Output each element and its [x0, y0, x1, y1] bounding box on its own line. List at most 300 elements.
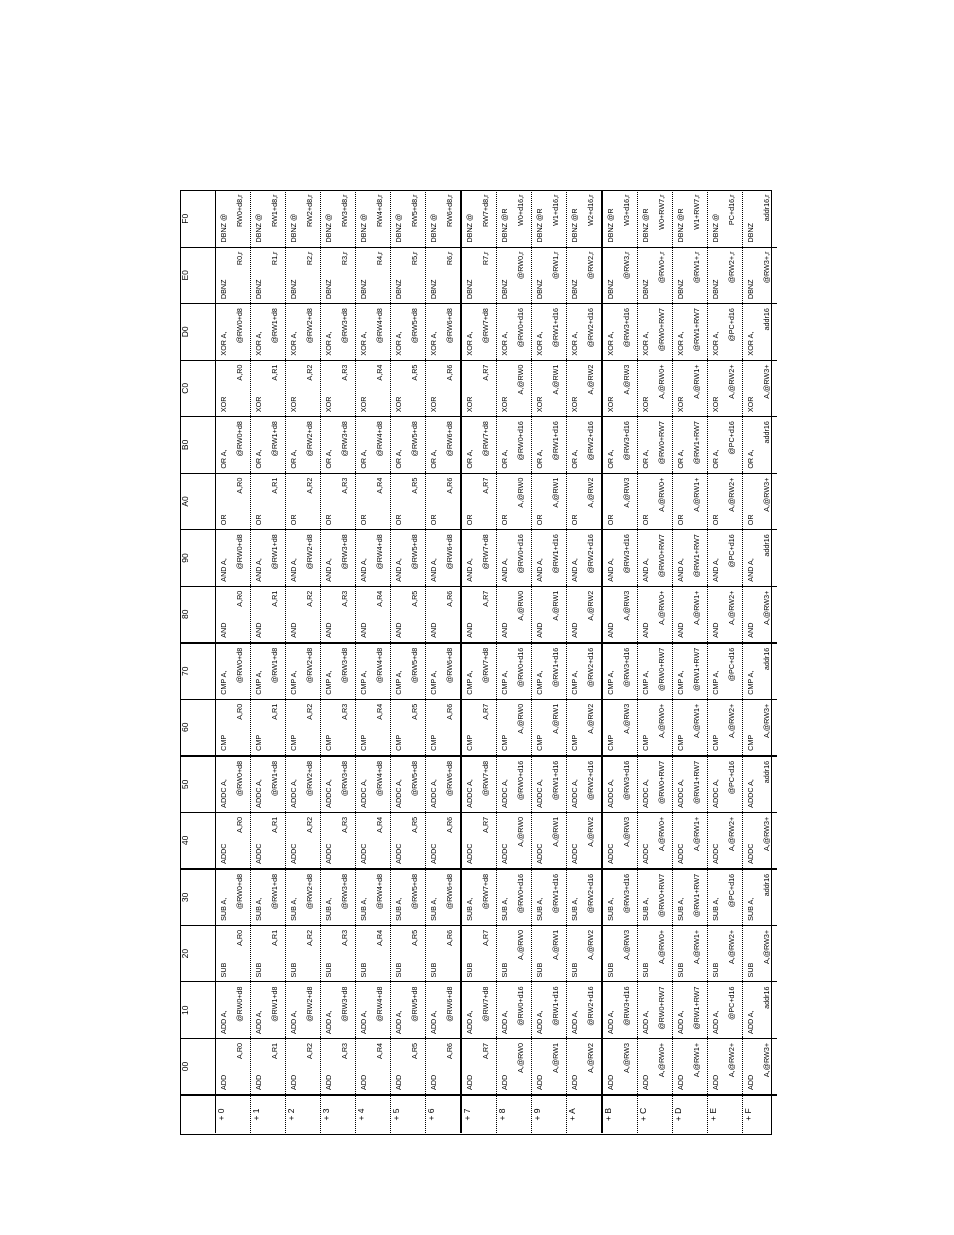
instruction-cell: [708, 191, 743, 248]
mnemonic-text: CMP: [746, 734, 755, 751]
operand-text: @RW0+d16: [516, 421, 525, 461]
operand-text: A,R0: [235, 590, 244, 607]
mnemonic-text: DBNZ @: [711, 213, 720, 243]
mnemonic-text: OR A,: [746, 449, 755, 469]
operand-text: @RW4+d8: [375, 308, 384, 344]
instruction-cell: [461, 360, 497, 417]
instruction-cell: [708, 699, 743, 756]
instruction-cell: [743, 756, 778, 813]
mnemonic-text: XOR: [535, 396, 544, 413]
mnemonic-text: ADD: [394, 1074, 403, 1090]
mnemonic-text: SUB A,: [746, 897, 755, 921]
instruction-cell: [673, 812, 708, 869]
operand-text: @RW7+d8: [481, 873, 490, 910]
instruction-cell: [461, 756, 497, 813]
operand-text: A,@RW0+: [657, 1042, 666, 1078]
mnemonic-text: ADD: [324, 1074, 333, 1090]
mnemonic-text: ADD A,: [606, 1010, 615, 1034]
table-row: [356, 191, 391, 1134]
mnemonic-text: DBNZ @R: [676, 208, 685, 243]
mnemonic-text: AND A,: [746, 558, 755, 582]
mnemonic-text: CMP A,: [465, 670, 474, 695]
operand-text: A,R6: [445, 590, 454, 607]
mnemonic-text: XOR: [359, 396, 368, 413]
mnemonic-text: ADDC: [289, 843, 298, 864]
instruction-cell: [743, 473, 778, 530]
operand-text: A,@RW1+: [692, 364, 701, 399]
operand-text: @RW5+d8: [410, 647, 419, 684]
instruction-cell: [567, 812, 603, 869]
instruction-cell: [286, 473, 321, 530]
operand-text: RW0+d8,r: [235, 194, 244, 227]
operand-text: A,@RW0: [516, 929, 525, 960]
mnemonic-text: ADDC A,: [676, 779, 685, 808]
mnemonic-text: SUB: [219, 962, 228, 978]
mnemonic-text: ADD A,: [289, 1010, 298, 1034]
mnemonic-text: AND: [394, 622, 403, 638]
instruction-cell: [461, 304, 497, 361]
operand-text: @RW1+RW7: [692, 421, 701, 465]
mnemonic-text: OR: [746, 514, 755, 526]
mnemonic-text: SUB: [641, 962, 650, 978]
mnemonic-text: CMP: [289, 734, 298, 751]
mnemonic-text: OR: [359, 514, 368, 526]
mnemonic-text: ADD A,: [254, 1010, 263, 1034]
mnemonic-text: OR: [219, 514, 228, 526]
operand-text: @RW3+d16: [622, 873, 631, 914]
operand-text: A,@RW0+: [657, 477, 666, 512]
mnemonic-text: AND A,: [219, 558, 228, 582]
operand-text: @RW0+d8: [235, 873, 244, 910]
instruction-cell: [216, 869, 251, 926]
instruction-cell: [461, 530, 497, 587]
instruction-cell: [216, 473, 251, 530]
operand-text: @RW1+d8: [270, 308, 279, 344]
operand-text: A,R2: [305, 1042, 314, 1059]
instruction-cell: [708, 1038, 743, 1095]
mnemonic-text: CMP A,: [219, 670, 228, 695]
mnemonic-text: DBNZ: [606, 279, 615, 300]
mnemonic-text: ADD A,: [641, 1010, 650, 1034]
instruction-cell: [638, 643, 673, 700]
instruction-cell: [251, 925, 286, 982]
operand-text: @RW6+d8: [445, 308, 454, 344]
mnemonic-text: AND A,: [500, 558, 509, 582]
mnemonic-text: AND A,: [359, 558, 368, 582]
instruction-cell: [602, 869, 638, 926]
mnemonic-text: ADDC A,: [746, 779, 755, 808]
instruction-cell: [638, 869, 673, 926]
operand-text: W2+d16,r: [586, 194, 595, 226]
table-row: [638, 191, 673, 1134]
mnemonic-text: OR A,: [465, 449, 474, 469]
mnemonic-text: XOR A,: [711, 331, 720, 356]
mnemonic-text: OR: [289, 514, 298, 526]
mnemonic-text: DBNZ @R: [641, 208, 650, 243]
instruction-cell: [532, 247, 567, 304]
operand-text: A,@RW3: [622, 929, 631, 960]
mnemonic-text: ADDC: [324, 843, 333, 864]
operand-text: A,@RW1: [551, 703, 560, 734]
operand-text: @RW5+d8: [410, 986, 419, 1022]
mnemonic-text: AND A,: [394, 558, 403, 582]
operand-text: A,R0: [235, 703, 244, 720]
mnemonic-text: XOR A,: [394, 331, 403, 356]
column-header: 40: [180, 812, 216, 869]
operand-text: @PC+d16: [727, 308, 736, 342]
instruction-cell: [673, 360, 708, 417]
instruction-cell: [743, 304, 778, 361]
instruction-cell: [286, 925, 321, 982]
mnemonic-text: OR A,: [535, 449, 544, 469]
operand-text: A,R3: [340, 703, 349, 720]
instruction-cell: [497, 982, 532, 1039]
mnemonic-text: ADDC A,: [500, 779, 509, 808]
operand-text: A,@RW1: [551, 1042, 560, 1073]
operand-text: addr16: [762, 308, 771, 331]
operand-text: @RW0+d16: [516, 647, 525, 688]
operand-text: @RW0+d8: [235, 308, 244, 344]
instruction-cell: [216, 812, 251, 869]
operand-text: A,@RW1+: [692, 929, 701, 965]
operand-text: @RW2+d16: [586, 647, 595, 688]
row-header: + 1: [251, 1095, 286, 1133]
column-header: 30: [180, 869, 216, 926]
operand-text: A,R2: [305, 477, 314, 494]
operand-text: @RW2+d8: [305, 421, 314, 457]
operand-text: @RW3,r: [622, 251, 631, 280]
mnemonic-text: DBNZ: [535, 279, 544, 300]
mnemonic-text: AND A,: [324, 558, 333, 582]
instruction-cell: [391, 304, 426, 361]
instruction-cell: [743, 586, 778, 643]
mnemonic-text: ADDC: [711, 843, 720, 864]
operand-text: A,@RW2: [586, 590, 595, 621]
operand-text: addr16: [762, 534, 771, 557]
mnemonic-text: DBNZ: [359, 279, 368, 300]
mnemonic-text: CMP: [394, 734, 403, 751]
operand-text: A,@RW1+: [692, 477, 701, 512]
operand-text: @RW2+d8: [305, 308, 314, 344]
operand-text: A,@RW3: [622, 1042, 631, 1073]
mnemonic-text: XOR A,: [429, 331, 438, 356]
instruction-cell: [251, 304, 286, 361]
instruction-cell: [743, 530, 778, 587]
instruction-cell: [532, 869, 567, 926]
operand-text: @RW6+d8: [445, 647, 454, 684]
instruction-cell: [602, 586, 638, 643]
instruction-cell: [356, 473, 391, 530]
operand-text: @RW0+d8: [235, 647, 244, 684]
mnemonic-text: ADDC A,: [289, 779, 298, 808]
mnemonic-text: ADD: [359, 1074, 368, 1090]
operand-text: W1+d16,r: [551, 194, 560, 226]
mnemonic-text: XOR: [254, 396, 263, 413]
operand-text: A,@RW1+: [692, 590, 701, 625]
instruction-cell: [216, 586, 251, 643]
operand-text: A,R4: [375, 929, 384, 946]
operand-text: @RW1+d8: [270, 647, 279, 684]
mnemonic-text: SUB: [711, 962, 720, 978]
operand-text: A,@RW3+: [762, 477, 771, 512]
mnemonic-text: XOR: [570, 396, 579, 413]
operand-text: A,R1: [270, 929, 279, 946]
operand-text: A,R3: [340, 929, 349, 946]
row-header: + 5: [391, 1095, 426, 1133]
mnemonic-text: XOR A,: [254, 331, 263, 356]
row-header: + 3: [321, 1095, 356, 1133]
mnemonic-text: AND: [535, 622, 544, 638]
instruction-cell: [497, 1038, 532, 1095]
operand-text: A,R7: [481, 590, 490, 607]
mnemonic-text: DBNZ: [219, 279, 228, 300]
mnemonic-text: XOR: [394, 396, 403, 413]
rotated-table-wrapper: [180, 190, 770, 1133]
mnemonic-text: AND: [219, 622, 228, 638]
operand-text: @RW2+d16: [586, 986, 595, 1026]
instruction-cell: [391, 982, 426, 1039]
instruction-cell: [673, 982, 708, 1039]
instruction-cell: [602, 925, 638, 982]
instruction-cell: [391, 812, 426, 869]
operand-text: R3,r: [340, 251, 349, 266]
operand-text: @RW0+,r: [657, 251, 666, 284]
instruction-cell: [708, 869, 743, 926]
mnemonic-text: XOR A,: [570, 331, 579, 356]
mnemonic-text: DBNZ: [289, 279, 298, 300]
operand-text: addr16: [762, 421, 771, 444]
operand-text: A,R7: [481, 477, 490, 494]
instruction-cell: [532, 699, 567, 756]
instruction-cell: [356, 925, 391, 982]
instruction-cell: [497, 586, 532, 643]
instruction-cell: [602, 699, 638, 756]
mnemonic-text: ADD: [676, 1074, 685, 1090]
instruction-cell: [391, 247, 426, 304]
mnemonic-text: OR: [535, 514, 544, 526]
operand-text: addr16,r: [762, 194, 771, 222]
table-row: [497, 191, 532, 1134]
instruction-cell: [743, 247, 778, 304]
operand-text: @RW3+d16: [622, 647, 631, 688]
column-header: C0: [180, 360, 216, 417]
mnemonic-text: ADD: [465, 1074, 474, 1090]
mnemonic-text: SUB: [676, 962, 685, 978]
mnemonic-text: CMP A,: [570, 670, 579, 695]
mnemonic-text: OR A,: [570, 449, 579, 469]
instruction-cell: [743, 417, 778, 474]
operand-text: A,R1: [270, 816, 279, 833]
operand-text: W0+d16,r: [516, 194, 525, 226]
mnemonic-text: DBNZ @: [289, 213, 298, 243]
instruction-cell: [673, 473, 708, 530]
instruction-cell: [638, 586, 673, 643]
instruction-cell: [602, 530, 638, 587]
instruction-cell: [426, 925, 462, 982]
instruction-cell: [356, 304, 391, 361]
mnemonic-text: AND: [676, 622, 685, 638]
operand-text: A,R5: [410, 816, 419, 833]
operand-text: A,R3: [340, 590, 349, 607]
mnemonic-text: DBNZ: [570, 279, 579, 300]
operand-text: A,R4: [375, 703, 384, 720]
instruction-cell: [532, 756, 567, 813]
mnemonic-text: XOR A,: [289, 331, 298, 356]
mnemonic-text: ADD A,: [394, 1010, 403, 1034]
mnemonic-text: AND A,: [711, 558, 720, 582]
mnemonic-text: ADD A,: [219, 1010, 228, 1034]
mnemonic-text: DBNZ: [500, 279, 509, 300]
table-row: [216, 191, 251, 1134]
operand-text: @RW3+d8: [340, 873, 349, 910]
operand-text: A,@RW0: [516, 703, 525, 734]
operand-text: A,R1: [270, 477, 279, 494]
operand-text: @RW3+d16: [622, 534, 631, 574]
mnemonic-text: SUB A,: [429, 897, 438, 921]
mnemonic-text: SUB A,: [641, 897, 650, 921]
mnemonic-text: ADDC: [535, 843, 544, 864]
operand-text: @RW7+d8: [481, 421, 490, 457]
mnemonic-text: OR A,: [606, 449, 615, 469]
mnemonic-text: ADD A,: [570, 1010, 579, 1034]
instruction-cell: [426, 304, 462, 361]
mnemonic-text: CMP: [676, 734, 685, 751]
operand-text: @RW0+d8: [235, 760, 244, 797]
operand-text: A,@RW0: [516, 364, 525, 395]
mnemonic-text: DBNZ: [465, 279, 474, 300]
mnemonic-text: OR: [676, 514, 685, 526]
column-header: E0: [180, 247, 216, 304]
instruction-cell: [708, 982, 743, 1039]
mnemonic-text: SUB: [394, 962, 403, 978]
operand-text: A,R3: [340, 364, 349, 381]
operand-text: @RW0+d8: [235, 986, 244, 1022]
operand-text: @RW0+d8: [235, 421, 244, 457]
instruction-cell: [708, 417, 743, 474]
mnemonic-text: ADDC: [746, 843, 755, 864]
mnemonic-text: SUB: [429, 962, 438, 978]
operand-text: @RW3+d16: [622, 421, 631, 461]
instruction-cell: [216, 699, 251, 756]
mnemonic-text: OR: [711, 514, 720, 526]
operand-text: @RW1+d8: [270, 421, 279, 457]
instruction-cell: [567, 530, 603, 587]
operand-text: @RW0+RW7: [657, 647, 666, 691]
operand-text: @RW0+d16: [516, 873, 525, 914]
instruction-cell: [567, 925, 603, 982]
instruction-cell: [251, 247, 286, 304]
operand-text: A,@RW3: [622, 477, 631, 508]
mnemonic-text: OR: [394, 514, 403, 526]
instruction-cell: [426, 643, 462, 700]
instruction-cell: [602, 982, 638, 1039]
mnemonic-text: ADDC A,: [359, 779, 368, 808]
mnemonic-text: ADDC: [359, 843, 368, 864]
mnemonic-text: XOR: [465, 396, 474, 413]
mnemonic-text: OR: [254, 514, 263, 526]
operand-text: A,@RW1: [551, 364, 560, 395]
mnemonic-text: ADD A,: [324, 1010, 333, 1034]
operand-text: @RW1+d16: [551, 534, 560, 574]
instruction-cell: [461, 925, 497, 982]
mnemonic-text: ADD A,: [359, 1010, 368, 1034]
instruction-cell: [673, 869, 708, 926]
instruction-cell: [216, 925, 251, 982]
instruction-cell: [638, 417, 673, 474]
mnemonic-text: SUB: [465, 962, 474, 978]
instruction-cell: [321, 191, 356, 248]
mnemonic-text: ADD: [254, 1074, 263, 1090]
row-header: + E: [708, 1095, 743, 1133]
instruction-cell: [426, 586, 462, 643]
mnemonic-text: OR A,: [676, 449, 685, 469]
operand-text: A,@RW2+: [727, 816, 736, 851]
mnemonic-text: XOR A,: [746, 331, 755, 356]
instruction-cell: [673, 756, 708, 813]
instruction-cell: [743, 360, 778, 417]
instruction-cell: [321, 699, 356, 756]
instruction-cell: [321, 756, 356, 813]
instruction-cell: [567, 643, 603, 700]
mnemonic-text: XOR: [746, 396, 755, 413]
operand-text: @RW6+d8: [445, 760, 454, 797]
mnemonic-text: XOR A,: [324, 331, 333, 356]
mnemonic-text: DBNZ: [676, 279, 685, 300]
instruction-cell: [356, 586, 391, 643]
table-row: [743, 191, 778, 1134]
operand-text: A,R5: [410, 929, 419, 946]
instruction-cell: [673, 417, 708, 474]
mnemonic-text: ADDC: [254, 843, 263, 864]
mnemonic-text: OR: [641, 514, 650, 526]
instruction-cell: [356, 756, 391, 813]
operand-text: A,@RW1: [551, 929, 560, 960]
row-header: + C: [638, 1095, 673, 1133]
instruction-cell: [391, 530, 426, 587]
instruction-cell: [673, 1038, 708, 1095]
instruction-cell: [638, 247, 673, 304]
operand-text: @RW0+d16: [516, 986, 525, 1026]
operand-text: @RW3+,r: [762, 251, 771, 284]
instruction-cell: [602, 360, 638, 417]
mnemonic-text: CMP A,: [429, 670, 438, 695]
mnemonic-text: CMP A,: [606, 670, 615, 695]
mnemonic-text: DBNZ: [641, 279, 650, 300]
instruction-cell: [461, 812, 497, 869]
instruction-cell: [532, 473, 567, 530]
operand-text: @RW2+d16: [586, 421, 595, 461]
table-row: [391, 191, 426, 1134]
mnemonic-text: SUB A,: [500, 897, 509, 921]
operand-text: A,R4: [375, 1042, 384, 1059]
operand-text: A,@RW1: [551, 816, 560, 847]
operand-text: @RW6+d8: [445, 986, 454, 1022]
instruction-cell: [673, 699, 708, 756]
mnemonic-text: DBNZ @: [324, 213, 333, 243]
mnemonic-text: DBNZ @R: [606, 208, 615, 243]
instruction-cell: [673, 304, 708, 361]
operand-text: @RW2+d16: [586, 873, 595, 914]
table-row: [461, 191, 497, 1134]
instruction-cell: [497, 360, 532, 417]
operand-text: @RW0,r: [516, 251, 525, 280]
mnemonic-text: DBNZ: [394, 279, 403, 300]
mnemonic-text: XOR: [641, 396, 650, 413]
instruction-cell: [286, 643, 321, 700]
operand-text: addr16: [762, 760, 771, 784]
operand-text: @RW5+d8: [410, 534, 419, 570]
operand-text: @RW2+d16: [586, 760, 595, 801]
